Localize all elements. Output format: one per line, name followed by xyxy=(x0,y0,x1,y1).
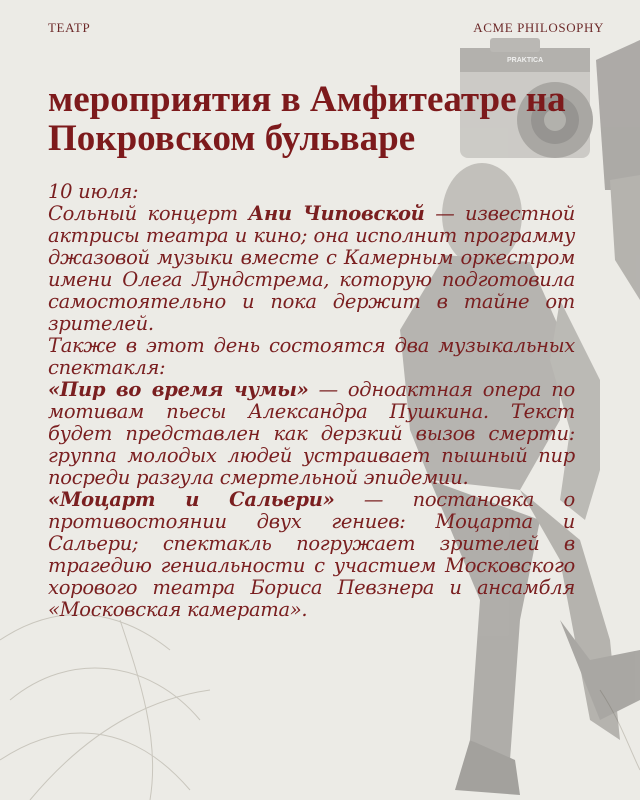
opera-description: — одноактная опера по мотивам пьесы Александра Пушкина. Текст будет представлен как дерзкий вызов смерти: группа молодых людей устраивает пышный пир посреди разгула смертельной эпидемии. xyxy=(48,378,575,489)
header xyxy=(48,20,604,36)
event-date: 10 июля: xyxy=(48,180,139,203)
mozart-description: — постановка о противостоянии двух гениев: Моцарта и Сальери; спектакль погружает зрителей в трагедию гениальности с участием Московского хорового театра Бориса Певзнера и ансамбля «Московская камерата». xyxy=(48,488,575,621)
paragraph-opera xyxy=(48,379,575,489)
concert-details: — известной актрисы театра и кино; она исполнит программу джазовой музыки вместе с Камерным оркестром имени Олега Лундстрема, которую подготовила самостоятельно и пока держит в тайне от зрителей. xyxy=(48,202,575,335)
header-category: ТЕАТР xyxy=(48,20,91,35)
opera-title: «Пир во время чумы» xyxy=(48,378,309,401)
paragraph-performances: Также в этот день состоятся два музыкальных спектакля: xyxy=(48,334,575,379)
mozart-title: «Моцарт и Сальери» xyxy=(48,488,335,511)
leaf-line-art xyxy=(0,615,640,800)
concert-intro: Сольный концерт xyxy=(48,202,249,225)
artist-name: Ани Чиповской xyxy=(248,202,425,225)
paragraph-mozart xyxy=(48,489,575,621)
header-brand: ACME PHILOSOPHY xyxy=(473,20,604,35)
paragraph-concert xyxy=(48,203,575,335)
event-description xyxy=(48,181,575,621)
page-title: мероприятия в Амфитеатре на Покровском бульваре xyxy=(48,79,566,159)
camera-brand-text: PRAKTICA xyxy=(507,57,544,64)
